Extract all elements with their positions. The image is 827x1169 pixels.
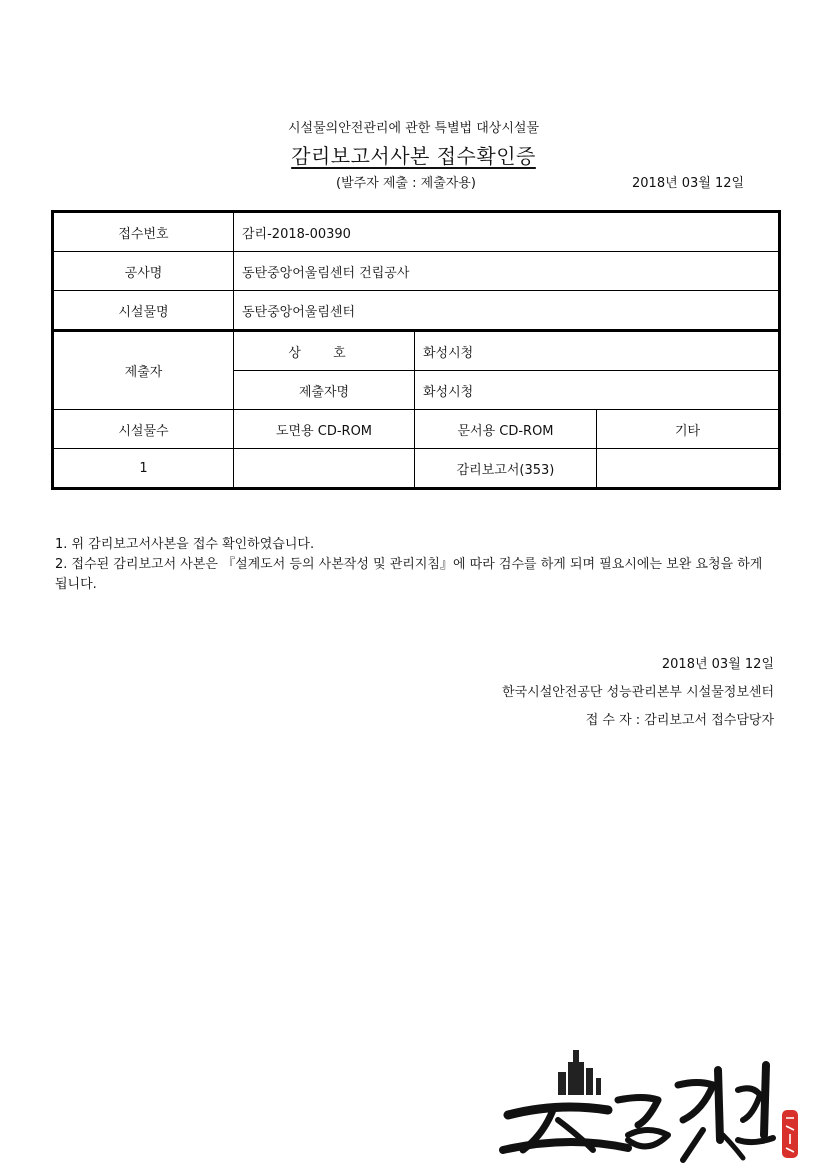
row-receipt-no: [53, 212, 780, 252]
calligraphy-logo-icon: [498, 1040, 798, 1165]
receipt-no-label: 접수번호: [53, 212, 234, 252]
doc-cd-value: 감리보고서(353): [415, 449, 597, 489]
row-count-values: [53, 449, 780, 489]
facility-value: 동탄중앙어울림센터: [234, 291, 780, 331]
footer-receiver: 접 수 자 : 감리보고서 접수담당자: [585, 713, 774, 728]
footer-date: 2018년 03월 12일: [661, 657, 774, 672]
company-value: 화성시청: [415, 331, 780, 371]
issue-date: 2018년 03월 12일: [632, 176, 745, 191]
receipt-form-table: [51, 210, 781, 490]
notes: [55, 535, 775, 595]
other-value: [597, 449, 780, 489]
project-value: 동탄중앙어울림센터 건립공사: [234, 252, 780, 291]
document-subtitle: 시설물의안전관리에 관한 특별법 대상시설물: [288, 121, 539, 136]
count-label: 시설물수: [53, 410, 234, 449]
document-title-wrap: [0, 140, 827, 169]
footer-organization: 한국시설안전공단 성능관리본부 시설물정보센터: [502, 685, 774, 700]
doc-cd-label: 문서용 CD-ROM: [415, 410, 597, 449]
submitter-name-value: 화성시청: [415, 371, 780, 410]
company-label: 상 호: [234, 331, 415, 371]
row-count-header: [53, 410, 780, 449]
note-line-2: 2. 접수된 감리보고서 사본은 『설계도서 등의 사본작성 및 관리지침』에 따라 검수를 하게 되며 필요시에는 보완 요청을 하게 됩니다.: [55, 557, 763, 592]
submit-note: (발주자 제출 : 제출자용): [336, 176, 476, 191]
row-company: [53, 331, 780, 371]
drawing-cd-label: 도면용 CD-ROM: [234, 410, 415, 449]
row-facility: [53, 291, 780, 331]
row-project: [53, 252, 780, 291]
note-line-1: 1. 위 감리보고서사본을 접수 확인하였습니다.: [55, 537, 315, 552]
document-title: 감리보고서사본 접수확인증: [291, 144, 536, 168]
other-label: 기타: [597, 410, 780, 449]
drawing-cd-value: [234, 449, 415, 489]
project-label: 공사명: [53, 252, 234, 291]
submitter-name-label: 제출자명: [234, 371, 415, 410]
submitter-label: 제출자: [53, 331, 234, 410]
footer-block: [502, 651, 774, 735]
count-value: 1: [53, 449, 234, 489]
receipt-no-value: 감리-2018-00390: [234, 212, 780, 252]
facility-label: 시설물명: [53, 291, 234, 331]
